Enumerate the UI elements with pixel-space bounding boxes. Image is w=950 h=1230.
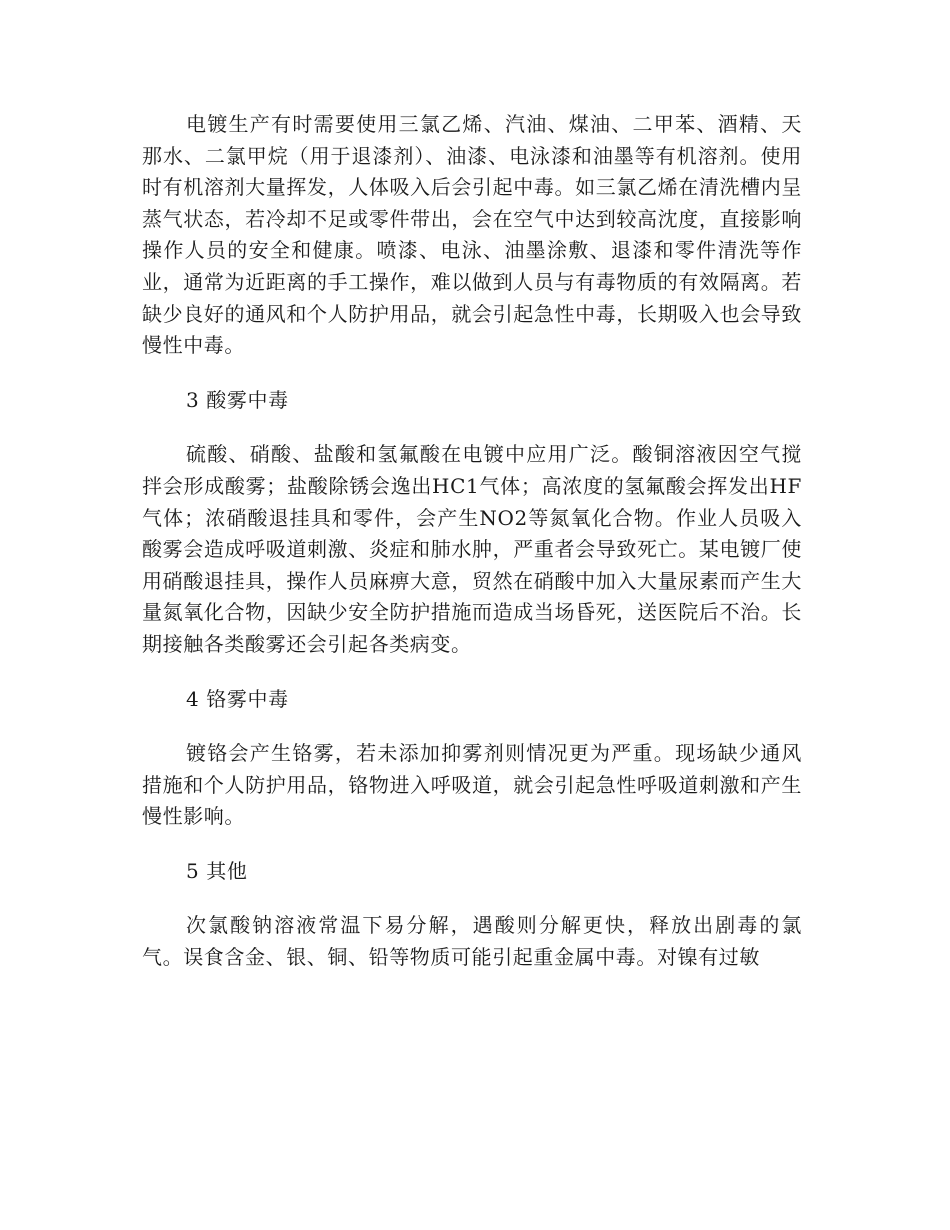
paragraph-acid-mist: 硫酸、硝酸、盐酸和氢氟酸在电镀中应用广泛。酸铜溶液因空气搅拌会形成酸雾；盐酸除锈会逸出HC1气体；高浓度的氢氟酸会挥发出HF气体；浓硝酸退挂具和零件，会产生NO2等氮氧化合物。作业人员吸入酸雾会造成呼吸道刺激、炎症和肺水肿，严重者会导致死亡。某电镀厂使用硝酸退挂具，操作人员麻痹大意，贸然在硝酸中加入大量尿素而产生大量氮氧化合物，因缺少安全防护措施而造成当场昏死，送医院后不治。长期接触各类酸雾还会引起各类病变。: [142, 442, 802, 656]
paragraph-gap: [142, 416, 802, 439]
paragraph-other: 次氯酸钠溶液常温下易分解，遇酸则分解更快，释放出剧毒的氯气。误食含金、银、铜、铅等物质可能引起重金属中毒。对镍有过敏: [142, 913, 802, 970]
paragraph-gap: [142, 715, 802, 738]
paragraph-chromium-mist: 镀铬会产生铬雾，若未添加抑雾剂则情况更为严重。现场缺少通风措施和个人防护用品，铬物进入呼吸道，就会引起急性呼吸道刺激和产生慢性影响。: [142, 741, 802, 829]
paragraph-gap: [142, 661, 802, 684]
paragraph-organic-solvent-poisoning: 电镀生产有时需要使用三氯乙烯、汽油、煤油、二甲苯、酒精、天那水、二氯甲烷（用于退漆剂）、油漆、电泳漆和油墨等有机溶剂。使用时有机溶剂大量挥发，人体吸入后会引起中毒。如三氯乙烯在清洗槽内呈蒸气状态，若冷却不足或零件带出，会在空气中达到较高沈度，直接影响操作人员的安全和健康。喷漆、电泳、油墨涂敷、退漆和零件清洗等作业，通常为近距离的手工操作，难以做到人员与有毒物质的有效隔离。若缺少良好的通风和个人防护用品，就会引起急性中毒，长期吸入也会导致慢性中毒。: [142, 112, 802, 358]
heading-other: 5 其他: [186, 858, 248, 883]
paragraph-gap: [142, 362, 802, 385]
heading-acid-mist-poisoning: 3 酸雾中毒: [186, 387, 289, 412]
paragraph-gap: [142, 887, 802, 910]
document-body: [142, 109, 802, 974]
paragraph-gap: [142, 833, 802, 856]
heading-chromium-mist-poisoning: 4 铬雾中毒: [186, 686, 289, 711]
